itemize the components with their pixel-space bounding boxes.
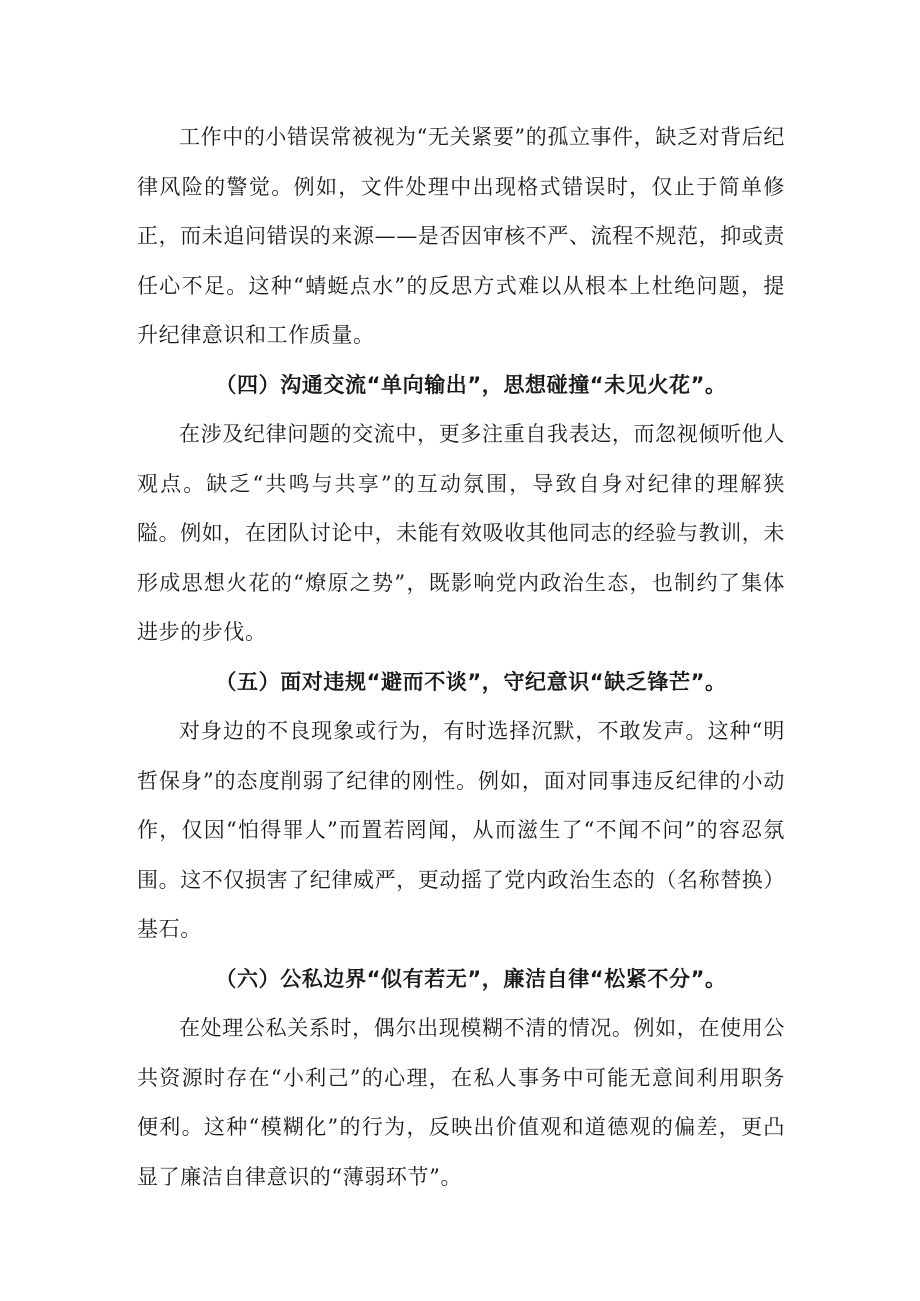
paragraph-small-errors: 工作中的小错误常被视为“无关紧要”的孤立事件，缺乏对背后纪律风险的警觉。例如，文件处理中出现格式错误时，仅止于简单修正，而未追问错误的来源——是否因审核不严、流程不规范，抑或责任心不足。这种“蜻蜓点水”的反思方式难以从根本上杜绝问题，提升纪律意识和工作质量。	[137, 125, 785, 347]
document-body	[137, 113, 785, 1202]
paragraph-violations: 对身边的不良现象或行为，有时选择沉默，不敢发声。这种“明哲保身”的态度削弱了纪律的刚性。例如，面对同事违反纪律的小动作，仅因“怕得罪人”而置若罔闻，从而滋生了“不闻不问”的容忍氛围。这不仅损害了纪律威严，更动摇了党内政治生态的（名称替换）基石。	[137, 719, 785, 941]
heading-section-5: （五）面对违规“避而不谈”，守纪意识“缺乏锋芒”。	[215, 669, 727, 694]
paragraph-communication: 在涉及纪律问题的交流中，更多注重自我表达，而忽视倾听他人观点。缺乏“共鸣与共享”的互动氛围，导致自身对纪律的理解狭隘。例如，在团队讨论中，未能有效吸收其他同志的经验与教训，未形成思想火花的“燎原之势”，既影响党内政治生态，也制约了集体进步的步伐。	[137, 422, 785, 644]
heading-section-4: （四）沟通交流“单向输出”，思想碰撞“未见火花”。	[215, 372, 727, 397]
heading-section-6: （六）公私边界“似有若无”，廉洁自律“松紧不分”。	[215, 966, 727, 991]
paragraph-public-private: 在处理公私关系时，偶尔出现模糊不清的情况。例如，在使用公共资源时存在“小利己”的心理，在私人事务中可能无意间利用职务便利。这种“模糊化”的行为，反映出价值观和道德观的偏差，更凸显了廉洁自律意识的“薄弱环节”。	[137, 1016, 785, 1189]
